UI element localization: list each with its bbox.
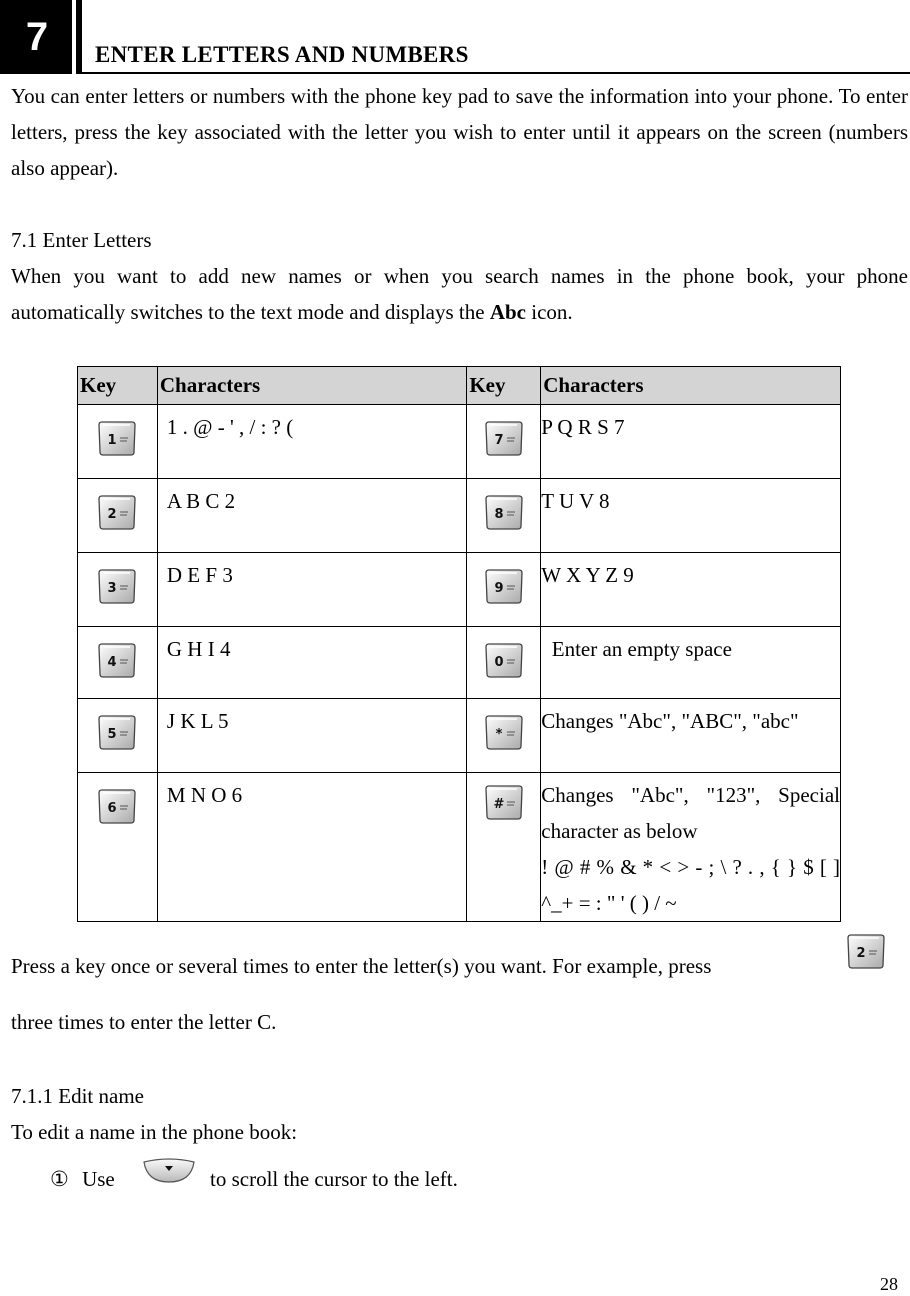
chars-cell: W X Y Z 9 xyxy=(541,553,841,627)
table-row xyxy=(78,479,841,553)
chars-cell: D E F 3 xyxy=(157,553,466,627)
chars-cell: 1 . @ - ' , / : ? ( xyxy=(157,405,466,479)
scroll-down-key-icon xyxy=(141,1158,197,1184)
svg-text:*: * xyxy=(495,727,503,742)
table-row xyxy=(78,699,841,773)
5-key-icon xyxy=(97,713,137,751)
hash-key-icon xyxy=(484,783,524,821)
chapter-title: ENTER LETTERS AND NUMBERS xyxy=(95,42,469,67)
svg-text:9: 9 xyxy=(494,581,504,596)
svg-text:5: 5 xyxy=(107,727,117,742)
8-key-icon xyxy=(484,493,524,531)
chars-cell: A B C 2 xyxy=(157,479,466,553)
table-header-row xyxy=(78,367,841,405)
step-1: ① Use xyxy=(50,1167,115,1191)
press-paragraph-continued: three times to enter the letter C. xyxy=(11,1010,277,1034)
chapter-badge xyxy=(0,0,82,74)
chars-cell: T U V 8 xyxy=(541,479,841,553)
0-key-icon xyxy=(484,641,524,679)
4-key-icon xyxy=(97,641,137,679)
7-key-icon xyxy=(484,419,524,457)
table-row xyxy=(78,627,841,699)
table-row xyxy=(78,405,841,479)
chars-cell: G H I 4 xyxy=(157,627,466,699)
svg-text:4: 4 xyxy=(107,655,117,670)
1-key-icon xyxy=(97,419,137,457)
section-7-1-paragraph: When you want to add new names or when you search names in the phone book, your phone automatically switches to the text mode and displays the Abc icon. xyxy=(11,264,908,324)
header-characters: Characters xyxy=(541,367,841,405)
table-row xyxy=(78,773,841,922)
header-characters: Characters xyxy=(157,367,466,405)
page-number: 28 xyxy=(880,1274,898,1294)
step-marker: ① xyxy=(50,1167,69,1191)
svg-text:8: 8 xyxy=(494,507,504,522)
table-row xyxy=(78,553,841,627)
section-heading-7-1-1: 7.1.1 Edit name xyxy=(11,1084,144,1108)
section-7-1-1-text: To edit a name in the phone book: xyxy=(11,1120,298,1144)
chapter-rule xyxy=(82,72,910,74)
section-heading-7-1: 7.1 Enter Letters xyxy=(11,228,152,252)
star-key-icon xyxy=(484,713,524,751)
header-key: Key xyxy=(78,367,158,405)
step-1-rest: to scroll the cursor to the left. xyxy=(210,1167,458,1191)
svg-text:2: 2 xyxy=(107,507,117,522)
chapter-number: 7 xyxy=(4,4,70,70)
svg-text:3: 3 xyxy=(107,581,117,596)
header-key: Key xyxy=(467,367,541,405)
2-key-icon xyxy=(97,493,137,531)
abc-bold: Abc xyxy=(489,300,526,324)
svg-text:#: # xyxy=(493,797,505,812)
key-characters-table xyxy=(77,366,841,922)
chars-cell: M N O 6 xyxy=(157,773,466,922)
chars-cell: J K L 5 xyxy=(157,699,466,773)
svg-text:7: 7 xyxy=(494,433,504,448)
chars-cell: Changes "Abc", "123", Special character as below ! @ # % & * < > - ; \ ? . , { } $ [ ] ^_+ = : " ' ( ) / ~ xyxy=(541,773,841,922)
3-key-icon xyxy=(97,567,137,605)
chars-cell: Changes "Abc", "ABC", "abc" xyxy=(541,699,841,773)
chars-cell: P Q R S 7 xyxy=(541,405,841,479)
press-paragraph: Press a key once or several times to enter the letter(s) you want. For example, press xyxy=(11,954,712,978)
svg-text:1: 1 xyxy=(107,433,117,448)
svg-text:0: 0 xyxy=(494,655,504,670)
chars-cell: Enter an empty space xyxy=(541,627,841,699)
svg-text:2: 2 xyxy=(856,946,866,961)
6-key-icon xyxy=(97,787,137,825)
intro-paragraph: You can enter letters or numbers with the phone key pad to save the information into your phone. To enter letters, press the key associated with the letter you wish to enter until it appears on the screen (numbers also appear). xyxy=(11,84,908,180)
9-key-icon xyxy=(484,567,524,605)
2-key-icon xyxy=(846,932,902,968)
svg-text:6: 6 xyxy=(107,801,117,816)
